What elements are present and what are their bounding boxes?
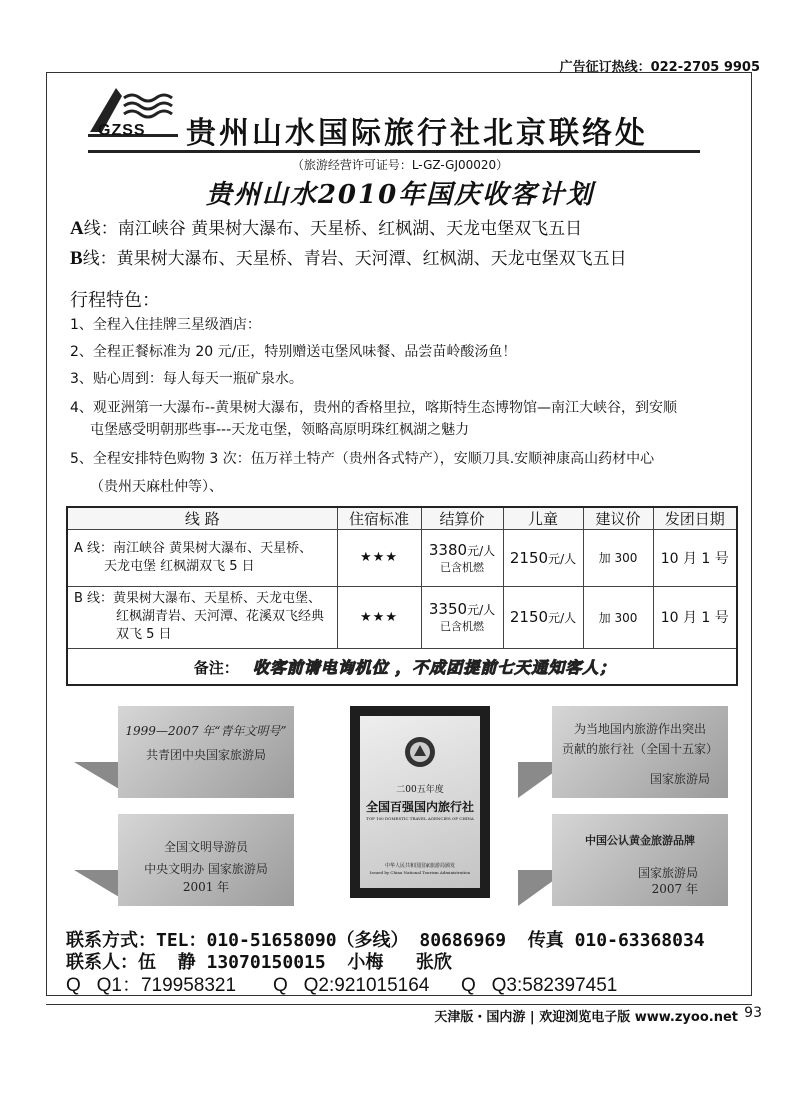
col-stay: 住宿标准 bbox=[337, 507, 421, 530]
feature-item-cont: （贵州天麻杜仲等）、 bbox=[90, 479, 223, 495]
table-row bbox=[67, 530, 737, 586]
cert-title: 全国百强国内旅行社 bbox=[365, 800, 474, 814]
footer-text: 天津版・国内游 | 欢迎浏览电子版 www.zyoo.net bbox=[434, 1010, 738, 1025]
plaque-text: 全国文明导游员 bbox=[163, 840, 248, 854]
title-divider bbox=[88, 150, 700, 153]
feature-item: 5、全程安排特色购物 3 次：伍万祥土特产（贵州各式特产），安顺刀具.安顺神康高山药材中心 bbox=[70, 451, 655, 467]
emblem-icon bbox=[404, 736, 436, 768]
features-heading: 行程特色： bbox=[70, 290, 160, 311]
price-value: 3350 bbox=[428, 600, 468, 619]
award-plaque-youth bbox=[118, 706, 294, 798]
plaque-text: 中国公认黄金旅游品牌 bbox=[585, 834, 695, 847]
note-text: 收客前请电询机位 ，不成团提前七天通知客人； bbox=[252, 658, 617, 678]
stay-cell: ★★★ bbox=[337, 530, 421, 586]
cert-issuer: 中华人民共和国国家旅游局颁发 bbox=[384, 863, 455, 869]
cert-title-en: TOP 100 DOMESTIC TRAVEL AGENCIES OF CHINA bbox=[366, 816, 474, 821]
date-cell: 10 月 1 号 bbox=[653, 586, 737, 649]
award-plaque-brand bbox=[552, 814, 728, 906]
suggest-cell: 加 300 bbox=[583, 530, 653, 586]
price-note: 已含机燃 bbox=[440, 560, 484, 574]
license-number: （旅游经营许可证号：L-GZ-GJ00020） bbox=[291, 158, 509, 172]
route-cell bbox=[67, 530, 337, 586]
route-line-2: 天龙屯堡 红枫湖双飞 5 日 bbox=[104, 558, 255, 574]
route-line-1: A 线：南江峡谷 黄果树大瀑布、天星桥、 bbox=[74, 540, 313, 556]
page-number: 93 bbox=[744, 1005, 762, 1021]
note-cell bbox=[67, 649, 737, 685]
price-value: 3380 bbox=[428, 540, 468, 559]
col-price: 结算价 bbox=[421, 507, 503, 530]
plaque-text: 中央文明办 国家旅游局 bbox=[144, 862, 268, 876]
route-line-1: B 线：黄果树大瀑布、天星桥、天龙屯堡、 bbox=[74, 591, 322, 607]
route-line-2: 红枫湖青岩、天河潭、花溪双飞经典 bbox=[116, 609, 325, 625]
table-row bbox=[67, 586, 737, 649]
price-unit: 元/人 bbox=[467, 543, 496, 558]
child-unit: 元/人 bbox=[548, 551, 577, 566]
plaque-text: 贡献的旅行社（全国十五家） bbox=[561, 742, 718, 756]
date-cell: 10 月 1 号 bbox=[653, 530, 737, 586]
price-note: 已含机燃 bbox=[440, 620, 484, 634]
price-unit: 元/人 bbox=[467, 603, 496, 618]
route-line-3: 双飞 5 日 bbox=[116, 627, 172, 643]
child-price: 2150 bbox=[509, 548, 549, 567]
award-plaque-contribution bbox=[552, 706, 728, 798]
plaque-text: 国家旅游局 bbox=[649, 772, 710, 786]
plaque-text: 为当地国内旅游作出突出 bbox=[573, 722, 706, 736]
stay-cell: ★★★ bbox=[337, 586, 421, 649]
table-header-row bbox=[67, 507, 737, 530]
child-cell bbox=[503, 586, 583, 649]
route-b-label: B bbox=[70, 248, 83, 269]
footer-divider bbox=[46, 1004, 752, 1005]
child-price: 2150 bbox=[509, 608, 549, 627]
child-unit: 元/人 bbox=[548, 611, 577, 626]
route-price-table bbox=[66, 506, 738, 686]
plaque-text: 国家旅游局 bbox=[637, 866, 698, 880]
feature-item: 2、全程正餐标准为 20 元/正，特别赠送屯堡风味餐、品尝苗岭酸汤鱼！ bbox=[70, 344, 517, 360]
plaque-text: 共青团中央国家旅游局 bbox=[145, 748, 266, 762]
price-cell bbox=[421, 586, 503, 649]
suggest-cell: 加 300 bbox=[583, 586, 653, 649]
feature-item: 3、贴心周到：每人每天一瓶矿泉水。 bbox=[70, 371, 303, 387]
note-label: 备注： bbox=[193, 659, 239, 678]
feature-item: 4、观亚洲第一大瀑布--黄果树大瀑布，贵州的香格里拉，喀斯特生态博物馆—南江大峡谷，到安顺 bbox=[70, 400, 678, 416]
col-suggest: 建议价 bbox=[583, 507, 653, 530]
agency-name: 贵州山水国际旅行社北京联络处 bbox=[186, 116, 648, 151]
feature-item: 1、全程入住挂牌三星级酒店： bbox=[70, 317, 261, 333]
ad-hotline: 广告征订热线：022-2705 9905 bbox=[559, 60, 760, 75]
price-cell bbox=[421, 530, 503, 586]
table-note-row bbox=[67, 649, 737, 685]
award-plaque-guide bbox=[118, 814, 294, 906]
child-cell bbox=[503, 530, 583, 586]
feature-item-cont: 屯堡感受明朝那些事---天龙屯堡，领略高原明珠红枫湖之魅力 bbox=[90, 422, 470, 438]
contact-person: 联系人：伍 静 13070150015 小梅 张欣 bbox=[66, 952, 452, 973]
route-cell bbox=[67, 586, 337, 649]
route-a-label: A bbox=[70, 218, 84, 239]
cert-issuer-en: Issued by China National Tourism Administration bbox=[369, 870, 471, 875]
contact-qq: Q Q1：719958321 Q Q2:921015164 Q Q3:582397451 bbox=[66, 975, 618, 996]
logo-text: GZSS bbox=[98, 122, 146, 139]
plaque-text: 2001 年 bbox=[182, 880, 230, 894]
col-child: 儿童 bbox=[503, 507, 583, 530]
route-b-text: 线：黄果树大瀑布、天星桥、青岩、天河潭、红枫湖、天龙屯堡双飞五日 bbox=[82, 249, 627, 269]
contact-phone: 联系方式：TEL：010-51658090（多线） 80686969 传真 010-63368034 bbox=[66, 930, 705, 951]
plaque-text: 2007 年 bbox=[651, 882, 698, 896]
route-a-text: 线：南江峡谷 黄果树大瀑布、天星桥、红枫湖、天龙屯堡双飞五日 bbox=[83, 219, 583, 239]
route-b-summary bbox=[70, 244, 627, 270]
top100-certificate bbox=[350, 706, 490, 898]
col-route: 线 路 bbox=[67, 507, 337, 530]
plan-title: 贵州山水2010年国庆收客计划 bbox=[205, 180, 595, 210]
plaque-text: 1999—2007 年“青年文明号” bbox=[125, 724, 287, 738]
route-a-summary bbox=[70, 214, 582, 240]
col-date: 发团日期 bbox=[653, 507, 737, 530]
cert-year: 二00五年度 bbox=[396, 785, 444, 795]
